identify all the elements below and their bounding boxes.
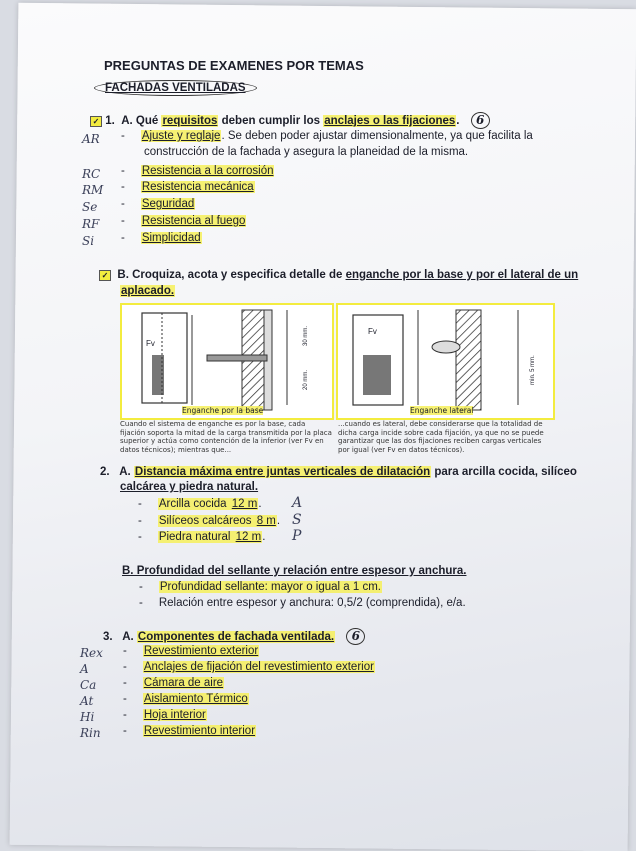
handwritten-abbr: Se: [82, 200, 98, 214]
q2-a-line2-text: calcárea y piedra natural.: [120, 481, 259, 493]
handwritten-letter: A: [292, 495, 303, 511]
q3-item-line: - Revestimiento exterior: [123, 645, 259, 657]
q2-a-heading: [100, 466, 577, 478]
q2-item-line: - Silíceos calcáreos 8 m.: [138, 515, 281, 527]
q3-item-text: Revestimiento exterior: [143, 645, 259, 657]
q2-b-heading: [122, 565, 466, 577]
dim-30mm: 30 mm.: [303, 325, 310, 347]
q2-a-prefix: A.: [119, 466, 134, 478]
figure-lateral-label: Enganche lateral: [410, 406, 474, 415]
q1-item-line: - Ajuste y reglaje. Se deben poder ajustar dimensionalmente, ya que facilita la: [121, 130, 533, 142]
handwritten-abbr: RM: [82, 183, 104, 197]
check-icon: ✓: [99, 270, 111, 281]
q2-b-item-line: - Profundidad sellante: mayor o igual a 1 cm.: [139, 581, 381, 593]
q2-item-end: .: [262, 531, 266, 543]
q1-item-highlight: Simplicidad: [141, 232, 201, 244]
q2-item-value: 12 m: [231, 498, 258, 510]
fv-label: Fv: [146, 339, 155, 348]
q2-item-line: - Piedra natural 12 m.: [138, 531, 266, 543]
handwritten-letter: S: [292, 512, 302, 528]
q2-a-rest: para arcilla cocida, silíceo: [431, 466, 577, 478]
q2-item-end: .: [276, 515, 281, 527]
q1-b-line2-text: aplacado.: [121, 285, 175, 297]
q1-a-end: .: [456, 115, 460, 127]
caption-lateral: ...cuando es lateral, debe considerarse que la totalidad de dicha carga incide sobre cada fijación, ya que no se puede garantizar que las dos fijaciones reciben cargas verticales por igual (ver Fv en datos técnicos).: [338, 420, 544, 454]
q1-b-heading: [99, 269, 578, 281]
handwritten-abbr: Rex: [80, 646, 103, 660]
handwritten-abbr: RF: [82, 217, 100, 231]
q2-item-label: Piedra natural: [158, 531, 234, 543]
q2-b-item-text: Profundidad sellante: mayor o igual a 1 cm.: [159, 581, 381, 593]
q1-b-text: B. Croquiza, acota y especifica detalle de: [117, 269, 346, 281]
handwritten-abbr: At: [80, 694, 94, 708]
q3-item-text: Aislamiento Térmico: [143, 693, 248, 705]
handwritten-abbr: RC: [82, 167, 101, 181]
q2-item-label: Arcilla cocida: [158, 498, 230, 510]
q1-item-line: - Resistencia a la corrosión: [121, 165, 274, 177]
q2-number: 2.: [100, 466, 110, 478]
q3-item-line: - Anclajes de fijación del revestimiento exterior: [123, 661, 374, 673]
q1-item-highlight: Resistencia a la corrosión: [141, 165, 274, 177]
score-circle: 6: [346, 628, 365, 645]
q3-item-text: Anclajes de fijación del revestimiento exterior: [143, 661, 374, 673]
handwritten-abbr: Ca: [80, 678, 97, 692]
q2-item-value: 12 m: [235, 531, 262, 543]
q1-item-line: - Seguridad: [121, 198, 195, 210]
lateral-anchor-drawing: [338, 305, 553, 418]
q1-item-highlight: Resistencia al fuego: [141, 215, 246, 227]
handwritten-abbr: Hi: [80, 710, 95, 724]
q2-a-highlight: Distancia máxima entre juntas verticales de dilatación: [134, 466, 431, 478]
section-heading: [94, 82, 257, 94]
q3-number: 3.: [103, 631, 113, 643]
q1-item-line: - Resistencia mecánica: [121, 181, 254, 193]
q1-b-underlined: enganche por la base y por el lateral de un: [345, 269, 579, 281]
check-icon: ✓: [90, 116, 102, 127]
figure-base-anchor: [120, 303, 334, 420]
q2-item-line: - Arcilla cocida 12 m.: [138, 498, 262, 510]
figure-lateral-anchor: [336, 303, 555, 420]
page-title: PREGUNTAS DE EXAMENES POR TEMAS: [104, 58, 364, 73]
handwritten-abbr: Si: [82, 234, 95, 248]
q3-item-text: Hoja interior: [143, 709, 206, 721]
fv-label: Fv: [368, 327, 377, 336]
q3-a-heading: [103, 628, 365, 645]
handwritten-abbr: Rin: [80, 726, 101, 740]
q1-b-line2: [120, 285, 175, 297]
q2-item-end: .: [258, 498, 262, 510]
q1-a-mid: deben cumplir los: [221, 115, 321, 127]
q1-a-highlight-2: anclajes o las fijaciones: [324, 115, 456, 127]
q1-a-highlight-1: requisitos: [162, 115, 218, 127]
q1-item-line: - Resistencia al fuego: [121, 215, 246, 227]
q2-item-label: Silíceos calcáreos: [158, 515, 255, 527]
dim-min-5mm: min. 5 mm.: [529, 355, 536, 385]
q2-b-item-line: - Relación entre espesor y anchura: 0,5/2 (comprendida), e/a.: [139, 597, 466, 609]
q1-a-text: A. Qué: [121, 115, 159, 127]
q3-item-line: - Revestimiento interior: [123, 725, 256, 737]
q3-item-text: Revestimiento interior: [143, 725, 256, 737]
q3-item-line: - Cámara de aire: [123, 677, 224, 689]
q3-item-line: - Aislamiento Térmico: [123, 693, 248, 705]
handwritten-abbr: A: [80, 662, 89, 676]
handwritten-abbr: AR: [82, 132, 100, 146]
q1-a-heading: [90, 112, 490, 129]
caption-base: Cuando el sistema de enganche es por la base, cada fijación soporta la mitad de la carga transmitida por la placa superior y actúa como contención de la inferior (ver Fv en datos técnicos); mientras que...: [120, 420, 332, 454]
score-circle: 6: [471, 112, 490, 129]
q1-item-line: - Simplicidad: [121, 232, 201, 244]
figure-base-label: Enganche por la base: [182, 406, 264, 415]
q1-number: 1.: [105, 115, 115, 127]
q3-a-prefix: A.: [122, 631, 137, 643]
q3-a-highlight: Componentes de fachada ventilada.: [137, 631, 335, 643]
q2-a-line2: [120, 481, 258, 493]
q1-item-highlight: Seguridad: [141, 198, 195, 210]
q3-item-line: - Hoja interior: [123, 709, 206, 721]
q2-item-value: 8 m: [256, 515, 276, 527]
q2-b-item-text: Relación entre espesor y anchura: 0,5/2 (comprendida), e/a.: [158, 597, 466, 609]
q1-item-highlight: Ajuste y reglaje: [141, 130, 221, 142]
q1-item-highlight: Resistencia mecánica: [141, 181, 254, 193]
q2-b-text: B. Profundidad del sellante y relación entre espesor y anchura.: [122, 565, 467, 577]
q1-item-continuation: construcción de la fachada y asegura la planeidad de la misma.: [144, 146, 469, 158]
section-label: FACHADAS VENTILADAS: [94, 80, 257, 96]
q3-item-text: Cámara de aire: [143, 677, 224, 689]
q1-item-rest: . Se deben poder ajustar dimensionalmente, ya que facilita la: [221, 130, 533, 142]
base-anchor-drawing: [122, 305, 332, 418]
dim-20mm: 20 mm.: [303, 369, 310, 391]
handwritten-letter: P: [292, 528, 302, 544]
